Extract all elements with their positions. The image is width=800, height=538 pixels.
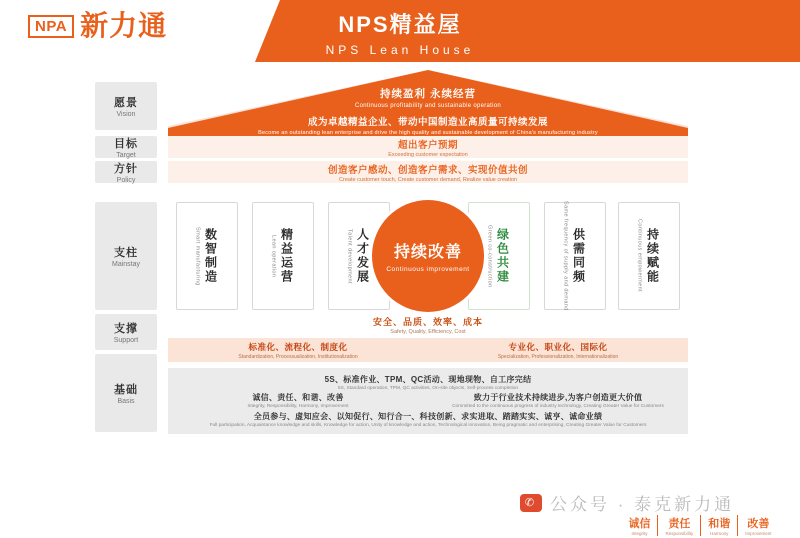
basis-row2-1-en: Committed to the continuous progress of industry technology, Creating Greater Value for Customers xyxy=(452,404,664,410)
row-label-policy-cn: 方针 xyxy=(114,163,138,175)
value-responsibility xyxy=(658,515,701,536)
page-title: NPS精益屋 xyxy=(338,12,462,37)
value-3-en: Improvement xyxy=(745,530,772,536)
row-label-target-cn: 目标 xyxy=(114,138,138,150)
core-cn: 持续改善 xyxy=(393,244,462,261)
support-cell-1-en: Specialization, Professionalization, Internationalization xyxy=(497,353,619,360)
row-label-target-en: Target xyxy=(116,152,136,159)
target-band-en: Exceeding customer expectation xyxy=(388,151,468,158)
vision-line2-en: Become an outstanding lean enterprise and drive the high quality and sustainable development of China's manufacturing industry xyxy=(258,130,598,136)
basis-row2-1-cn: 致力于行业技术持续进步,为客户创造更大价值 xyxy=(473,393,643,403)
row-label-mainstay-en: Mainstay xyxy=(111,261,140,268)
basis-row3-en: Full participation, Acquaintance knowledge and skills, Knowledge for action, Unity of knowledge and action, Technological innovation, Being pragmatic and enterprising, Creating Greater Value for Customers xyxy=(209,423,647,429)
support-top-line xyxy=(168,314,688,336)
pillar-5-cn: 持续赋能 xyxy=(645,228,660,284)
pillar-1-cn: 精益运营 xyxy=(279,228,294,284)
policy-band-cn: 创造客户感动、创造客户需求、实现价值共创 xyxy=(327,164,528,176)
pillar-3-cn: 绿色共建 xyxy=(495,228,510,284)
basis-row2-cell-mission xyxy=(428,392,688,409)
core-values-bar xyxy=(620,512,780,538)
row-label-mainstay-cn: 支柱 xyxy=(114,247,138,259)
core-en: Continuous improvement xyxy=(386,266,470,273)
pillar-0-cn: 数智制造 xyxy=(203,228,218,284)
page-subtitle: NPS Lean House xyxy=(325,43,475,57)
pillar-4-cn: 供需同频 xyxy=(571,228,586,284)
value-2-cn: 和谐 xyxy=(708,517,731,530)
basis-row-1 xyxy=(168,374,688,391)
value-improvement xyxy=(738,515,778,536)
core-circle-wrap xyxy=(352,202,504,310)
value-0-en: Integrity xyxy=(631,530,648,536)
support-cell-0-en: Standardization, Processualization, Institutionalization xyxy=(238,353,358,360)
lean-house-diagram xyxy=(0,62,800,536)
basis-section xyxy=(168,368,688,434)
basis-row3-cell xyxy=(168,411,688,428)
row-label-basis-en: Basis xyxy=(117,398,135,405)
support-top-en: Safety, Quality, Efficiency, Cost xyxy=(390,329,466,335)
support-top-cn: 安全、品质、效率、成本 xyxy=(372,317,483,327)
target-band-cn: 超出客户预期 xyxy=(397,139,458,151)
basis-row2-cell-values xyxy=(168,392,428,409)
wechat-icon: ✆ xyxy=(520,494,542,512)
watermark-text: 公众号 · 泰克新力通 xyxy=(550,495,735,514)
vision-line1-cn: 持续盈利 永续经营 xyxy=(380,88,476,100)
pillar-supply-demand-sync[interactable] xyxy=(544,202,606,310)
pillar-continuous-empowerment[interactable] xyxy=(618,202,680,310)
page-header xyxy=(0,0,800,62)
row-label-policy-en: Policy xyxy=(116,177,136,184)
vision-line1-en: Continuous profitability and sustainable operation xyxy=(354,103,502,109)
row-label-vision-en: Vision xyxy=(116,111,136,118)
logo-text: 新力通 xyxy=(80,10,168,41)
vision-line2-cn: 成为卓越精益企业、带动中国制造业高质量可持续发展 xyxy=(307,117,548,128)
value-1-cn: 责任 xyxy=(668,517,691,530)
pillar-0-en: Smart manufacturing xyxy=(194,226,201,286)
support-cell-1-cn: 专业化、职业化、国际化 xyxy=(508,341,608,352)
row-label-vision xyxy=(95,82,157,130)
pillar-2-cn: 人才发展 xyxy=(355,228,370,284)
row-label-support-en: Support xyxy=(113,337,139,344)
basis-row-3 xyxy=(168,411,688,428)
pillar-2-en: Talent development xyxy=(346,228,353,284)
logo-badge: NPA xyxy=(28,15,74,38)
roof-text-group xyxy=(168,86,688,136)
policy-band xyxy=(168,161,688,183)
row-label-basis-cn: 基础 xyxy=(114,384,138,396)
value-2-en: Harmony xyxy=(710,530,729,536)
row-label-support-cn: 支撑 xyxy=(114,323,138,335)
pillar-1-en: Lean operation xyxy=(270,234,277,278)
basis-row1-cell xyxy=(168,374,688,391)
pillar-4-en: Same frequency of supply and demand xyxy=(562,201,569,311)
basis-row2-0-cn: 诚信、责任、和谐、改善 xyxy=(252,393,344,403)
basis-row1-en: 5S, Standard operation, TPM, QC activities, On-site objects, Self-process completion xyxy=(337,385,519,391)
row-label-basis xyxy=(95,354,157,432)
pillar-3-en: Green co-construction xyxy=(486,224,493,288)
basis-row1-cn: 5S、标准作业、TPM、QC活动、现地现物、自工序完结 xyxy=(324,374,532,384)
basis-row-2 xyxy=(168,392,688,409)
basis-row3-cn: 全员参与、虚知应会、以知促行、知行合一、科技创新、求实进取、踏踏实实、诚亨、诚命业绩 xyxy=(253,412,603,422)
value-3-cn: 改善 xyxy=(747,517,770,530)
target-band xyxy=(168,136,688,158)
policy-band-en: Create customer touch, Create customer demand, Realize value creation xyxy=(339,176,517,183)
row-label-vision-cn: 愿景 xyxy=(114,97,138,109)
support-bar xyxy=(168,338,688,362)
support-cell-specialization xyxy=(428,338,688,362)
header-title-group xyxy=(0,8,800,57)
roof-section xyxy=(168,70,688,138)
row-label-mainstay xyxy=(95,202,157,310)
value-1-en: Responsibility xyxy=(665,530,694,536)
support-cell-standardization xyxy=(168,338,428,362)
pillar-lean-operation[interactable] xyxy=(252,202,314,310)
row-label-support xyxy=(95,314,157,350)
basis-row2-0-en: Integrity, Responsibility, Harmony, Improvement xyxy=(247,404,349,410)
value-integrity xyxy=(621,515,658,536)
support-cell-0-cn: 标准化、流程化、制度化 xyxy=(248,341,348,352)
row-label-policy xyxy=(95,161,157,183)
core-continuous-improvement[interactable] xyxy=(372,200,484,312)
pillar-smart-manufacturing[interactable] xyxy=(176,202,238,310)
row-label-target xyxy=(95,136,157,158)
value-harmony xyxy=(701,515,738,536)
value-0-cn: 诚信 xyxy=(628,517,651,530)
pillar-5-en: Continuous empowerment xyxy=(636,219,643,293)
